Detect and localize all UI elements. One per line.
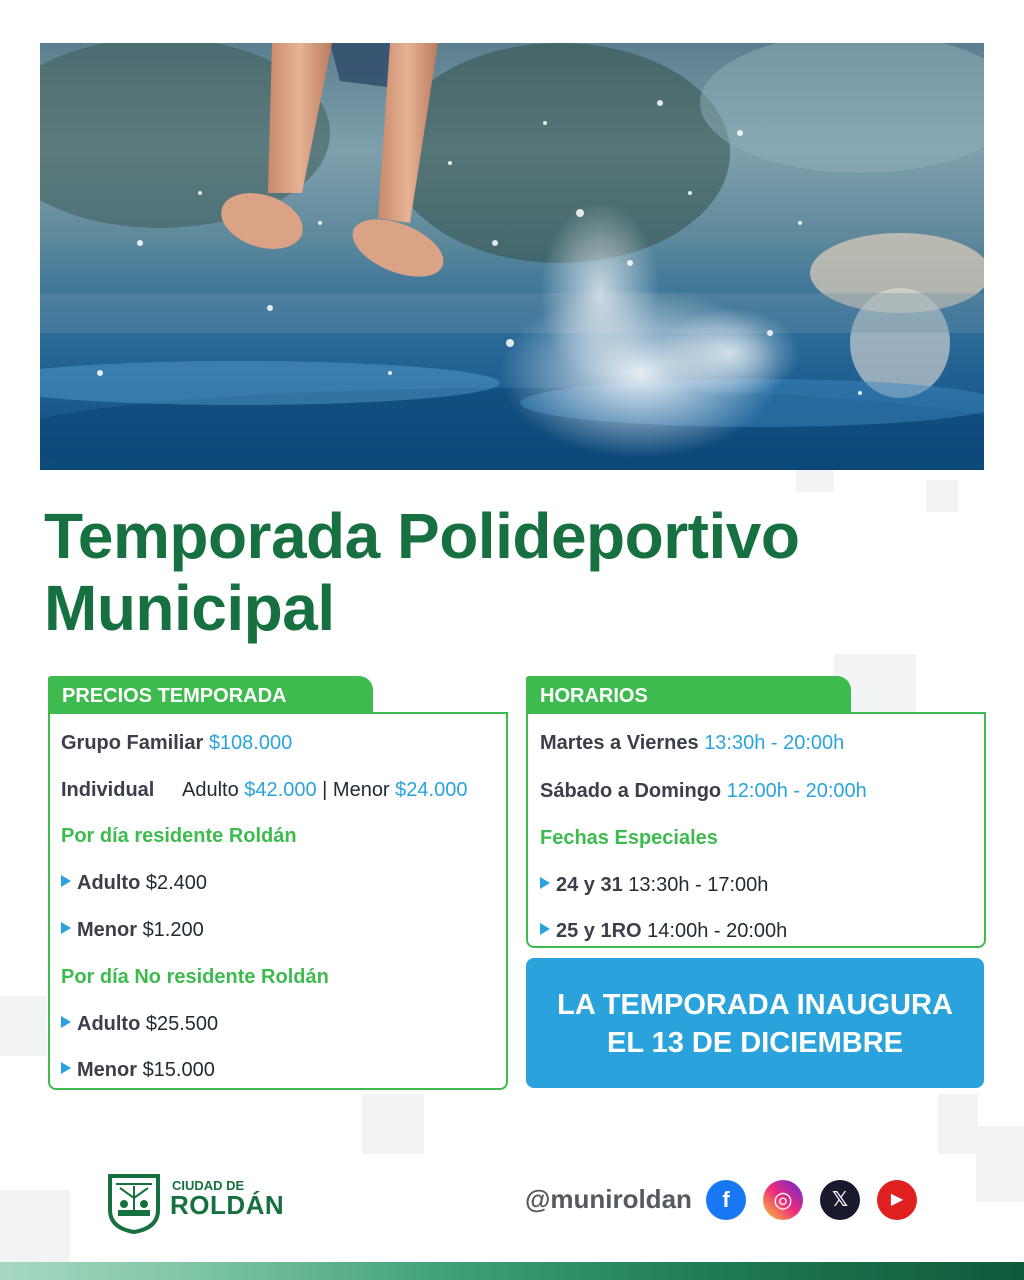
nonresident-adult	[61, 1012, 218, 1036]
hero-photo	[40, 43, 984, 470]
weekday-label: Martes a Viernes	[540, 732, 699, 754]
price-family-value: $108.000	[208, 732, 293, 754]
price-minor-value: $24.000	[395, 779, 468, 801]
resident-minor-label: Menor	[77, 919, 137, 941]
price-family-label: Grupo Familiar	[61, 732, 204, 754]
page-title: Temporada Polideportivo Municipal	[44, 500, 800, 644]
instagram-icon[interactable]: ◎	[763, 1180, 803, 1220]
weekday-hours: 13:30h - 20:00h	[704, 732, 845, 754]
special-date-1-hours: 13:30h - 17:00h	[628, 874, 769, 896]
price-family	[61, 731, 292, 755]
decor-square	[796, 470, 834, 492]
logo-main-text: ROLDÁN	[170, 1190, 285, 1220]
special-date-2	[540, 919, 787, 943]
schedule-weekend	[540, 779, 867, 803]
youtube-icon[interactable]: ▶	[877, 1180, 917, 1220]
weekend-hours: 12:00h - 20:00h	[726, 780, 867, 802]
nonresident-minor-label: Menor	[77, 1059, 137, 1081]
decor-square	[938, 1094, 978, 1154]
weekend-label: Sábado a Domingo	[540, 780, 722, 802]
x-icon[interactable]: 𝕏	[820, 1180, 860, 1220]
price-minor-label: Menor	[332, 779, 390, 801]
bullet-triangle-icon	[540, 923, 550, 935]
resident-adult	[61, 871, 207, 895]
nonresident-adult-price: $25.500	[145, 1013, 219, 1035]
schedule-tab: HORARIOS	[526, 676, 851, 714]
opening-banner	[526, 958, 984, 1088]
special-date-2-label: 25 y 1RO	[556, 920, 642, 942]
facebook-icon[interactable]: f	[706, 1180, 746, 1220]
city-shield-icon	[106, 1170, 162, 1234]
bullet-triangle-icon	[61, 875, 71, 887]
social-handle: @muniroldan	[525, 1184, 692, 1214]
price-individual-label: Individual	[61, 779, 155, 801]
price-adult-value: $42.000	[244, 779, 317, 801]
bullet-triangle-icon	[61, 1062, 71, 1074]
bullet-triangle-icon	[540, 877, 550, 889]
bullet-triangle-icon	[61, 1016, 71, 1028]
banner-line-1: LA TEMPORADA INAUGURA	[557, 989, 953, 1021]
price-individual-detail	[182, 778, 467, 802]
resident-adult-price: $2.400	[145, 872, 208, 894]
resident-minor	[61, 918, 204, 942]
decor-square	[0, 996, 46, 1056]
decor-square	[976, 1126, 1024, 1202]
decor-square	[362, 1094, 424, 1154]
special-date-1	[540, 873, 768, 897]
price-separator: |	[322, 779, 328, 801]
special-date-2-hours: 14:00h - 20:00h	[647, 920, 788, 942]
banner-line-2: EL 13 DE DICIEMBRE	[607, 1027, 903, 1059]
bottom-gradient-bar	[0, 1262, 1024, 1280]
resident-heading: Por día residente Roldán	[61, 825, 297, 847]
ciudad-roldan-logo	[106, 1170, 306, 1234]
price-individual	[61, 778, 154, 802]
prices-tab: PRECIOS TEMPORADA	[48, 676, 373, 714]
price-adult-label: Adulto	[182, 779, 239, 801]
resident-minor-price: $1.200	[142, 919, 204, 941]
resident-adult-label: Adulto	[77, 872, 141, 894]
decor-square	[0, 1190, 70, 1262]
bullet-triangle-icon	[61, 922, 71, 934]
nonresident-minor-price: $15.000	[142, 1059, 215, 1081]
special-date-1-label: 24 y 31	[556, 874, 623, 896]
nonresident-heading: Por día No residente Roldán	[61, 966, 329, 988]
nonresident-adult-label: Adulto	[77, 1013, 141, 1035]
special-heading: Fechas Especiales	[540, 827, 718, 849]
schedule-weekday	[540, 731, 844, 755]
nonresident-minor	[61, 1058, 215, 1082]
logo-top-text: CIUDAD DE	[172, 1178, 245, 1193]
